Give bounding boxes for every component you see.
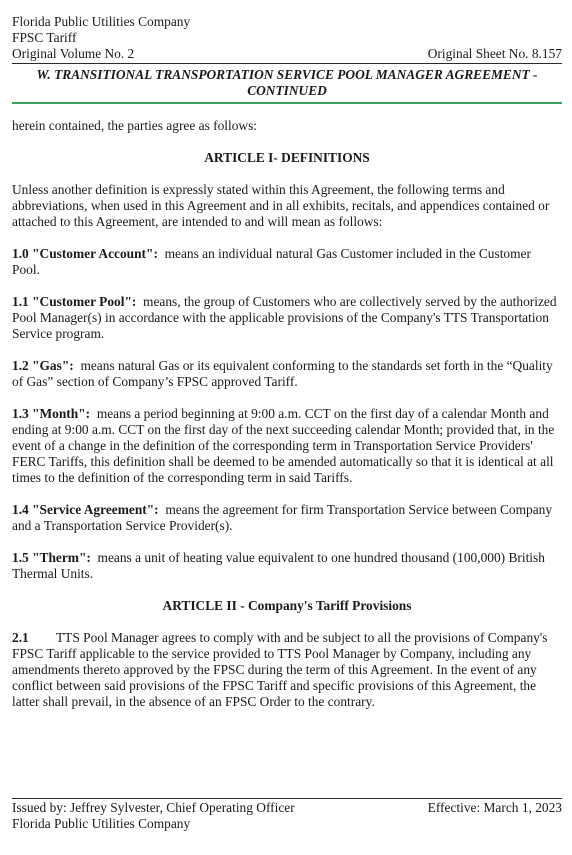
section-title-line1: W. TRANSITIONAL TRANSPORTATION SERVICE POOL MANAGER AGREEMENT - [36,67,538,82]
header-tariff: FPSC Tariff [12,30,77,45]
article1-heading: ARTICLE I- DEFINITIONS [204,150,370,165]
definition-text: means a period beginning at 9:00 a.m. CCT on the first day of a calendar Month and ending at 9:00 a.m. CCT on the first day of the next succeeding calendar Month; provided that, in the event of a change in the definition of the corresponding term in Transportation Service Providers' FERC Tariffs, this definition shall be deemed to be amended automatically so that it is identical at all times to the definition of the corresponding term in said Tariffs. [12,406,555,485]
header-divider [12,63,562,64]
clause-text: TTS Pool Manager agrees to comply with and be subject to all the provisions of Company's FPSC Tariff applicable to the service provided to TTS Pool Manager by Company, including any amendments thereto approved by the FPSC during the term of this Agreement. In the event of any conflict between said provisions of the FPSC Tariff and specific provisions of this Agreement, the latter shall prevail, in the absence of an FPSC Order to the contrary. [12,630,548,709]
clause-number: 2.1 [12,630,29,645]
definition-item [12,550,562,582]
definition-term: 1.5 "Therm": [12,550,91,565]
definition-term: 1.1 "Customer Pool": [12,294,137,309]
title-divider [12,102,562,104]
page-footer [12,798,562,832]
header-volume: Original Volume No. 2 [12,46,135,61]
section-title-line2: CONTINUED [247,83,327,98]
definition-term: 1.2 "Gas": [12,358,74,373]
definition-item [12,502,562,534]
header-company: Florida Public Utilities Company [12,14,191,29]
definition-text: means, the group of Customers who are collectively served by the authorized Pool Manager(s) in accordance with the applicable provisions of the Company's TTS Transportation Service program. [12,294,557,341]
definition-text: means a unit of heating value equivalent to one hundred thousand (100,000) British Thermal Units. [12,550,545,581]
footer-effective-date: Effective: March 1, 2023 [427,800,562,815]
definition-term: 1.3 "Month": [12,406,91,421]
header-sheet: Original Sheet No. 8.157 [427,46,562,61]
tariff-page [12,14,562,726]
footer-row [12,800,562,816]
article2-clause [12,630,562,710]
definition-text: means an individual natural Gas Customer included in the Customer Pool. [12,246,531,277]
definition-text: means natural Gas or its equivalent conforming to the standards set forth in the “Quality of Gas” section of Company’s FPSC approved Tariff. [12,358,553,389]
definition-item [12,294,562,342]
section-title [12,67,562,99]
footer-issued-by: Issued by: Jeffrey Sylvester, Chief Operating Officer [12,800,295,815]
definition-item [12,358,562,390]
definition-text: means the agreement for firm Transportation Service between Company and a Transportation Service Provider(s). [12,502,553,533]
document-body [12,118,562,710]
definition-term: 1.0 "Customer Account": [12,246,158,261]
definition-item [12,406,562,486]
intro-text: herein contained, the parties agree as follows: [12,118,258,133]
definition-term: 1.4 "Service Agreement": [12,502,159,517]
footer-company: Florida Public Utilities Company [12,816,191,831]
header-volume-row [12,46,562,62]
definition-item [12,246,562,278]
footer-divider [12,798,562,799]
article1-lead: Unless another definition is expressly stated within this Agreement, the following terms and abbreviations, when used in this Agreement and in all exhibits, recitals, and appendices contained or attached to this Agreement, are intended to and will mean as follows: [12,182,550,229]
article2-heading: ARTICLE II - Company's Tariff Provisions [162,598,412,613]
